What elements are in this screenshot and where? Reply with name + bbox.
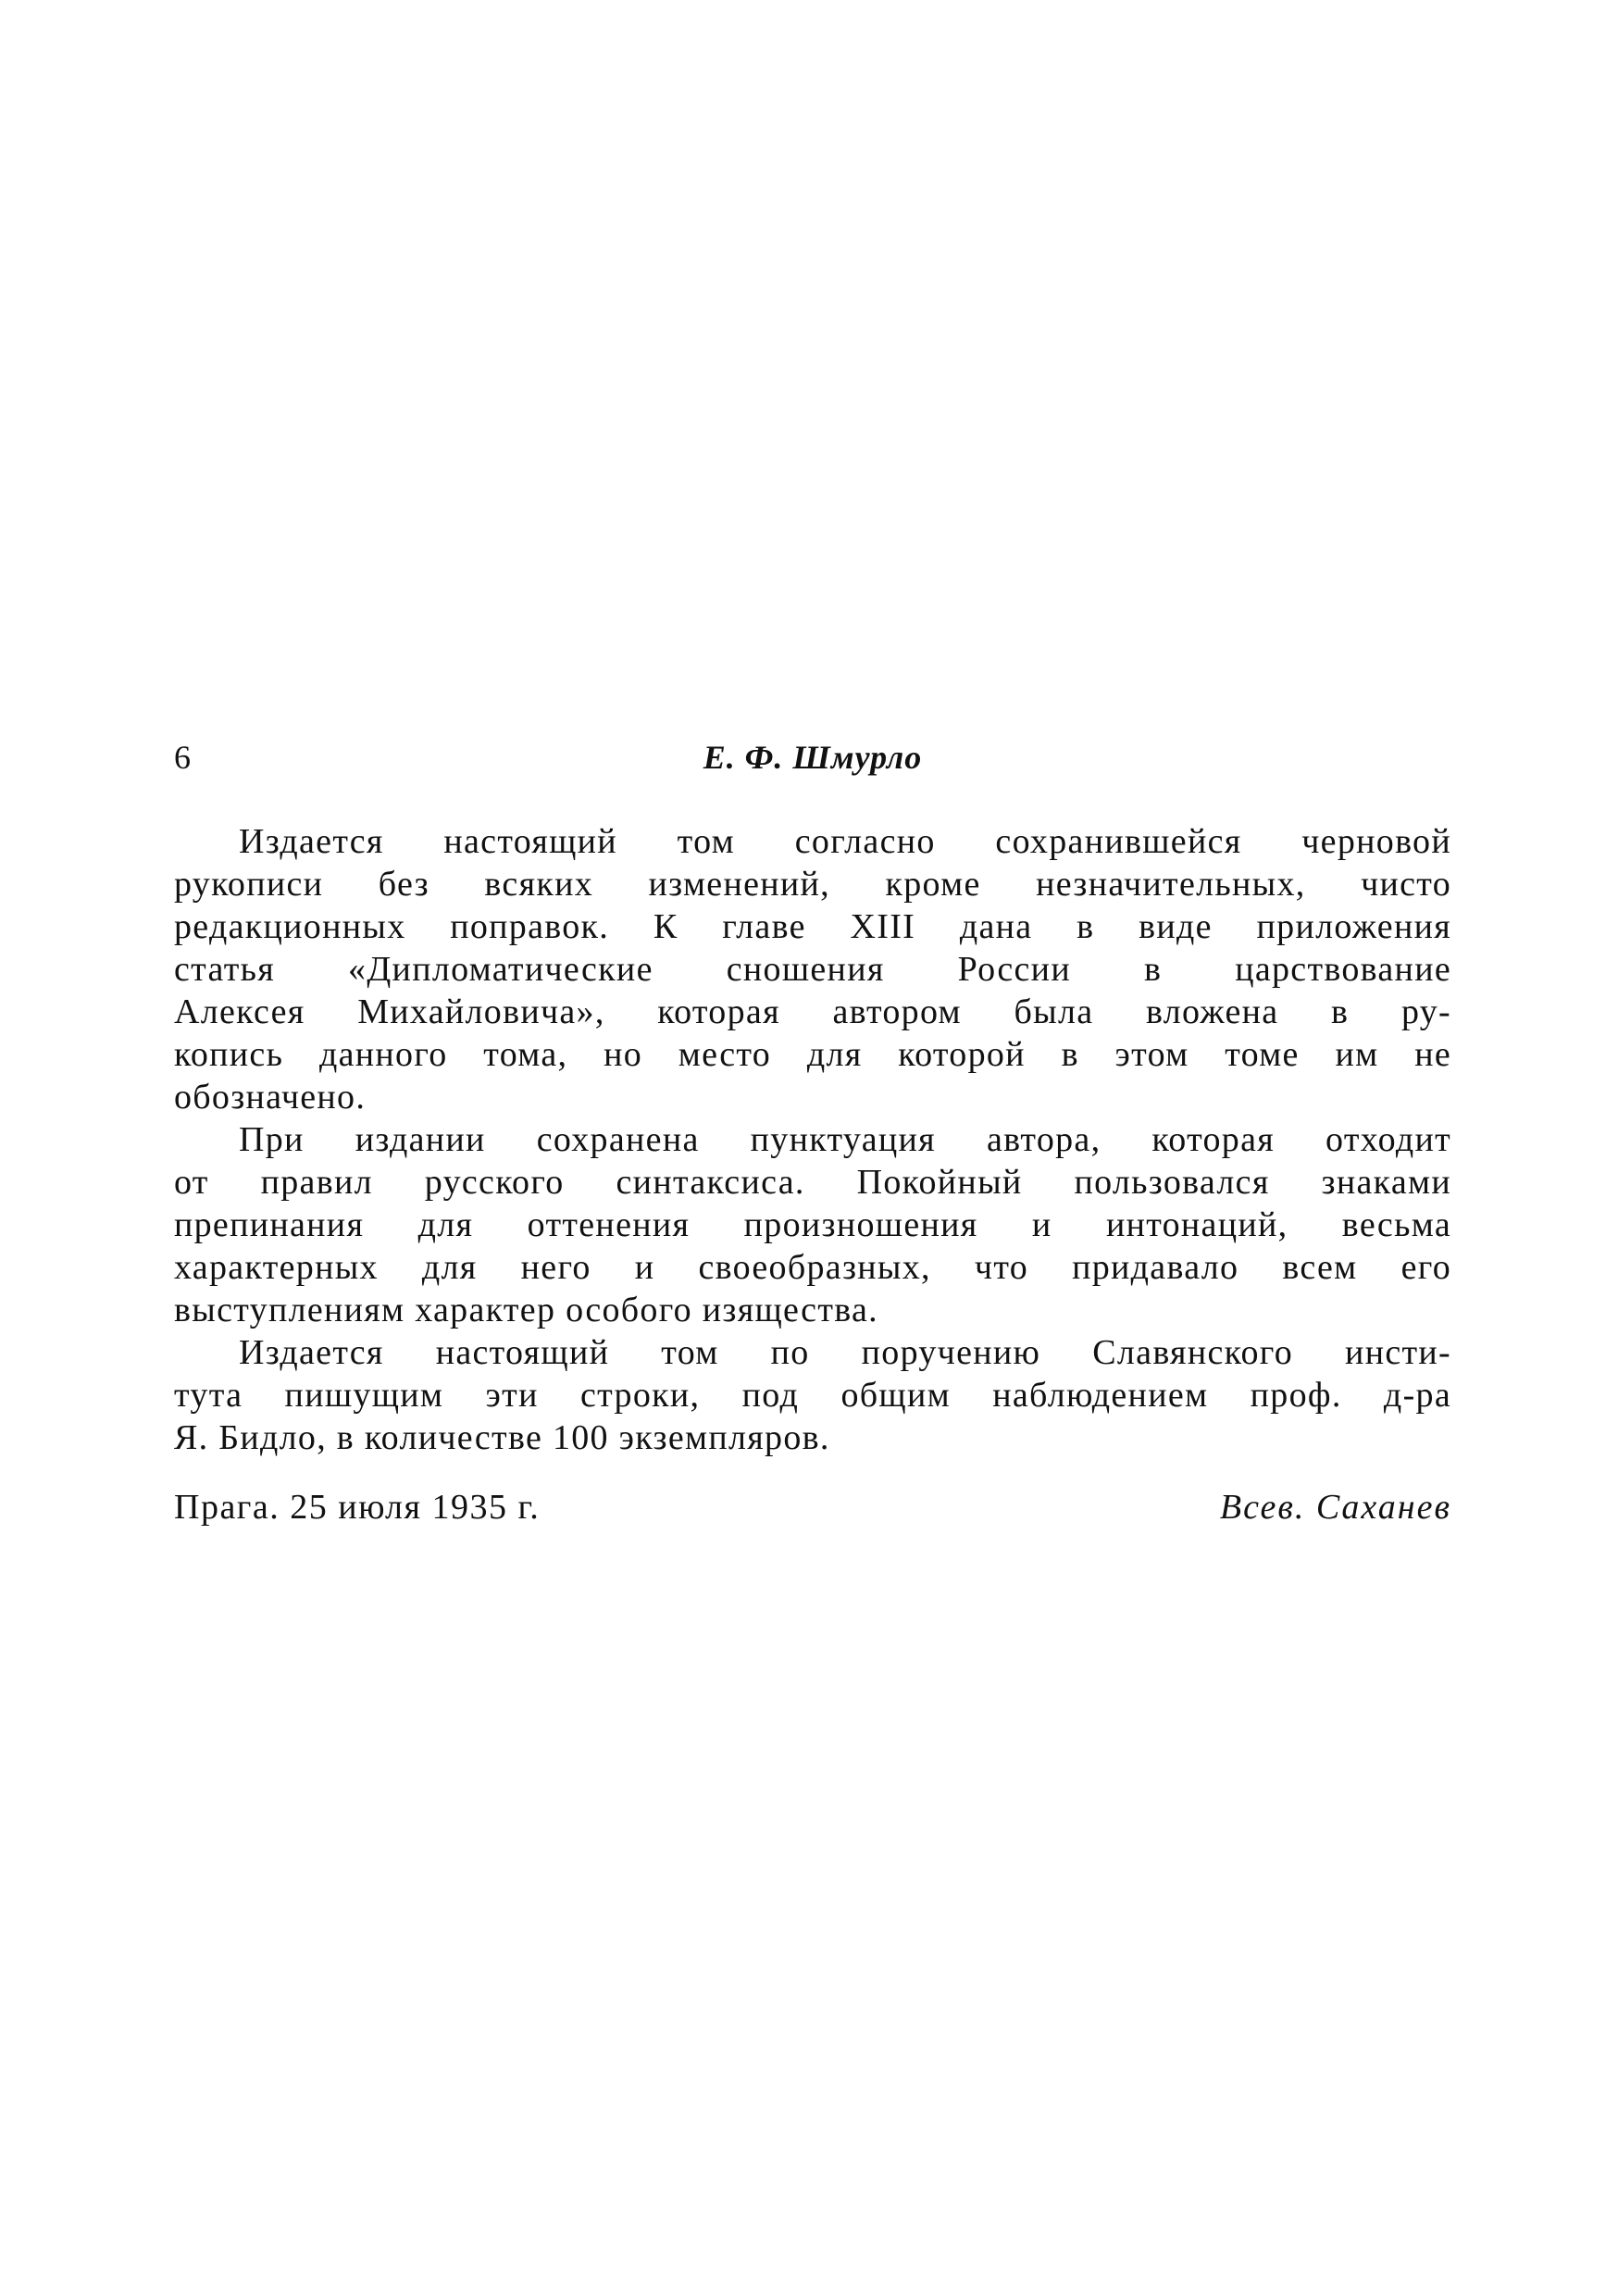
author-signature: Всев. Саханев [1219, 1488, 1451, 1527]
paragraph-2 [174, 1118, 1451, 1331]
signature-line [174, 1486, 1451, 1532]
text-line: копись данного тома, но место для которой в этом томе им не [174, 1035, 1451, 1074]
text-line: обозначено. [174, 1078, 367, 1117]
paragraph-3 [174, 1331, 1451, 1459]
running-head: Е. Ф. Шмурло [703, 739, 923, 776]
text-line: Издается настоящий том по поручению Славянского инсти- [239, 1333, 1451, 1372]
text-line: тута пишущим эти строки, под общим наблюдением проф. д-ра [174, 1376, 1451, 1415]
text-line: Я. Бидло, в количестве 100 экземпляров. [174, 1418, 830, 1457]
text-line: выступлениям характер особого изящества. [174, 1291, 878, 1329]
paragraph-1 [174, 820, 1451, 1118]
text-line: Издается настоящий том согласно сохранившейся черновой [239, 822, 1451, 861]
text-line: При издании сохранена пунктуация автора, которая отходит [239, 1120, 1451, 1159]
page-header [174, 737, 1451, 783]
text-line: характерных для него и своеобразных, что придавало всем его [174, 1248, 1451, 1287]
page-number: 6 [174, 739, 191, 776]
text-line: рукописи без всяких изменений, кроме незначительных, чисто [174, 865, 1451, 904]
text-line: Алексея Михайловича», которая автором была вложена в ру- [174, 992, 1451, 1031]
text-line: статья «Дипломатические сношения России в царствование [174, 950, 1451, 989]
preface-body [174, 820, 1451, 1459]
place-date: Прага. 25 июля 1935 г. [174, 1488, 541, 1527]
text-line: редакционных поправок. К главе XIII дана в виде приложения [174, 907, 1451, 946]
text-line: от правил русского синтаксиса. Покойный пользовался знаками [174, 1163, 1451, 1202]
text-line: препинания для оттенения произношения и интонаций, весьма [174, 1205, 1451, 1244]
